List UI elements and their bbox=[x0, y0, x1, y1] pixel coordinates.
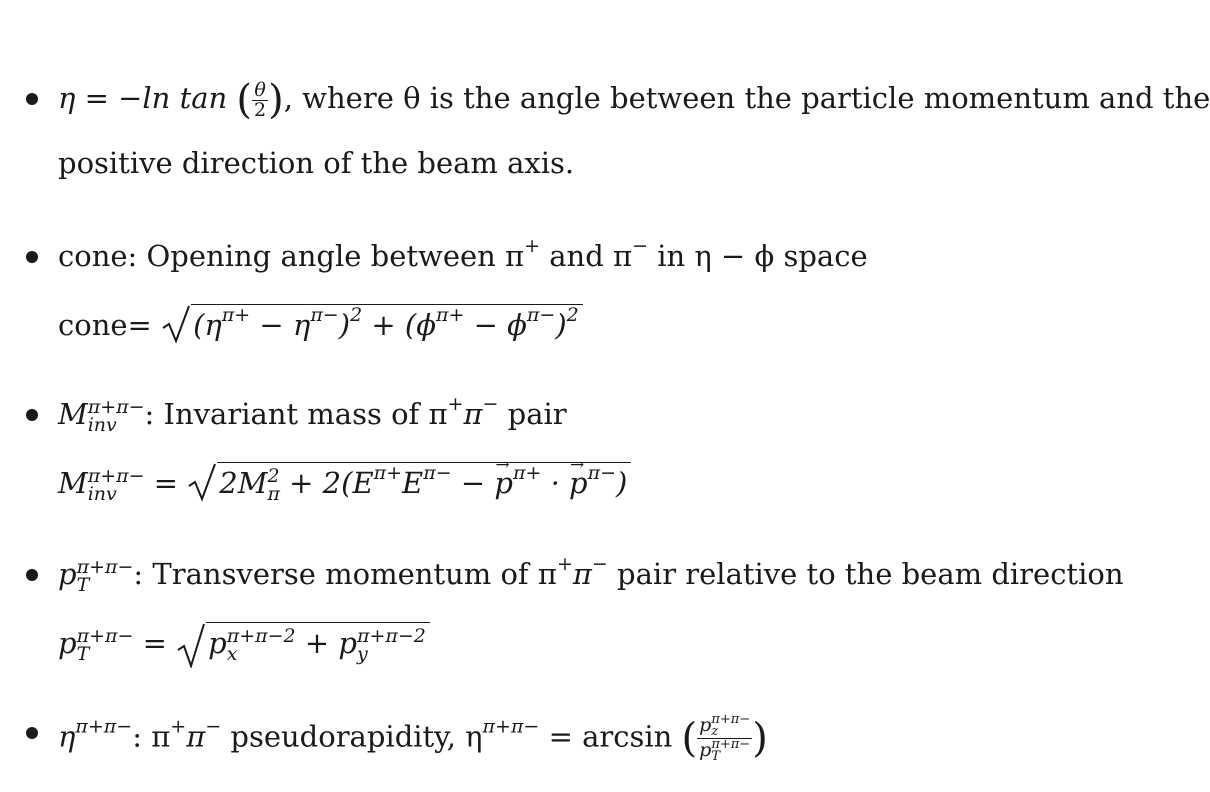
mass-term: 2M bbox=[219, 466, 268, 500]
left-paren: ( bbox=[236, 77, 253, 123]
mass-sup: π+π− bbox=[87, 396, 145, 418]
py-sub: y bbox=[356, 643, 368, 665]
pi-minus-sup: − bbox=[632, 235, 648, 257]
pi-plus-sup: + bbox=[556, 553, 573, 575]
momentum-vector: → p bbox=[569, 465, 588, 501]
pt-supsub bbox=[77, 558, 134, 594]
pz-sup: π+π− bbox=[711, 712, 751, 727]
pt-rest: pair relative to the beam direction bbox=[607, 557, 1124, 591]
invariant-mass-line2 bbox=[58, 462, 631, 503]
mass-sqrt bbox=[187, 462, 631, 503]
eta-formula-lhs: η = −ln tan bbox=[58, 81, 237, 115]
arcsin-label: = arcsin bbox=[539, 719, 682, 754]
pt-symbol: p bbox=[58, 557, 77, 591]
right-paren: ) bbox=[268, 77, 284, 123]
left-paren: ( bbox=[681, 715, 698, 762]
cone-term: − ϕ bbox=[464, 308, 527, 342]
momentum-sup: π− bbox=[587, 462, 617, 484]
px-sup: π+π−2 bbox=[226, 625, 296, 647]
eta-symbol: η bbox=[58, 719, 76, 754]
energy-sup: π+ bbox=[373, 462, 403, 484]
cone-sup: π− bbox=[526, 304, 556, 326]
px-sub: x bbox=[226, 643, 238, 665]
mass-term: + 2(E bbox=[279, 466, 374, 500]
pt-sub: T bbox=[76, 643, 90, 665]
pi-plus-sup: + bbox=[447, 393, 464, 415]
pi-minus-sup: − bbox=[205, 715, 222, 738]
pz-symbol: p bbox=[699, 714, 712, 736]
equals-sign: = bbox=[133, 626, 177, 660]
cone-term: − η bbox=[250, 308, 311, 342]
sqrt-icon bbox=[161, 304, 191, 344]
momentum-sup: π+ bbox=[512, 462, 542, 484]
right-paren: ) bbox=[752, 715, 768, 762]
pt-sub: T bbox=[711, 749, 720, 764]
pt-sup: π+π− bbox=[76, 556, 134, 578]
momentum-vector: → p bbox=[494, 465, 513, 501]
mass-sub: inv bbox=[87, 414, 117, 436]
py-sup: π+π−2 bbox=[356, 625, 426, 647]
px-supsub bbox=[227, 627, 296, 663]
cone-and: and π bbox=[540, 239, 633, 273]
mass-sub: inv bbox=[87, 483, 117, 505]
pt-symbol: p bbox=[699, 739, 712, 761]
cone-line2 bbox=[58, 304, 583, 343]
equals-sign: = bbox=[144, 466, 188, 500]
cone-term: ) bbox=[555, 308, 567, 342]
pi-plus-sup: + bbox=[524, 235, 541, 257]
cone-rest: in η − ϕ space bbox=[648, 239, 868, 273]
cone-lhs: cone= bbox=[58, 308, 162, 342]
pseudorapidity-item bbox=[26, 714, 1196, 774]
theta-over-two-fraction bbox=[252, 78, 268, 121]
fraction-denominator bbox=[697, 739, 752, 763]
mass-term: − bbox=[451, 466, 495, 500]
pt-symbol: p bbox=[58, 626, 77, 660]
bullet-icon bbox=[26, 409, 38, 421]
py-term: p bbox=[338, 626, 357, 660]
mass-rest: pair bbox=[498, 397, 567, 431]
eta-definition-text: , where θ is the angle between the particle momentum and the bbox=[283, 81, 1210, 115]
invariant-mass-item bbox=[26, 393, 1196, 506]
transverse-momentum-line2 bbox=[58, 622, 430, 663]
pi-symbol: π bbox=[463, 397, 483, 431]
cone-term: ) bbox=[338, 308, 351, 342]
bullet-icon bbox=[26, 727, 38, 739]
pseudorapidity-text: pseudorapidity, η bbox=[221, 719, 483, 754]
pseudorapidity-line1 bbox=[58, 714, 768, 763]
cone-pow: 2 bbox=[350, 304, 363, 326]
pt-sqrt bbox=[176, 622, 430, 663]
dot-product: · bbox=[541, 466, 570, 500]
bullet-icon bbox=[26, 251, 38, 263]
transverse-momentum-line1 bbox=[58, 553, 1124, 596]
cone-radicand bbox=[191, 304, 583, 343]
mass-supsub bbox=[267, 467, 280, 503]
mass-symbol: M bbox=[58, 466, 88, 500]
pi-symbol: π bbox=[186, 719, 206, 754]
pi-minus-sup: − bbox=[482, 393, 499, 415]
pt-sub: T bbox=[76, 574, 90, 596]
pi-plus-sup: + bbox=[170, 715, 187, 738]
pt-sup: π+π− bbox=[76, 625, 134, 647]
mass-term: E bbox=[402, 466, 424, 500]
px-term: p bbox=[208, 626, 227, 660]
mass-supsub bbox=[88, 467, 145, 503]
pz-over-pt-fraction bbox=[697, 714, 752, 763]
eta-definition-item bbox=[26, 77, 1210, 190]
cone-term: + (ϕ bbox=[362, 308, 436, 342]
mass-text: : Invariant mass of π bbox=[144, 397, 448, 431]
mass-term: ) bbox=[616, 466, 628, 500]
sqrt-icon bbox=[187, 462, 217, 502]
bullet-icon bbox=[26, 569, 38, 581]
eta-sup: π+π− bbox=[75, 715, 133, 738]
mass-sub: π bbox=[267, 483, 280, 505]
eta-definition-text-cont: positive direction of the beam axis. bbox=[58, 146, 575, 180]
pi-minus-sup: − bbox=[591, 553, 608, 575]
cone-term: (η bbox=[193, 308, 222, 342]
py-supsub bbox=[357, 627, 426, 663]
pt-sup: π+π− bbox=[711, 737, 751, 752]
cone-sup: π+ bbox=[221, 304, 251, 326]
pz-sub: z bbox=[711, 724, 719, 739]
eta-colon: : π bbox=[132, 719, 171, 754]
mass-supsub bbox=[88, 398, 145, 434]
pt-supsub bbox=[77, 627, 134, 663]
mass-sup: π+π− bbox=[87, 465, 145, 487]
cone-line1 bbox=[58, 235, 868, 274]
pi-symbol: π bbox=[572, 557, 592, 591]
cone-sqrt bbox=[161, 304, 583, 343]
fraction-denominator: 2 bbox=[254, 98, 267, 121]
pt-radicand bbox=[206, 622, 430, 663]
eta-definition-line1 bbox=[58, 77, 1210, 123]
fraction-numerator: θ bbox=[252, 81, 268, 101]
plus-sign: + bbox=[295, 626, 339, 660]
cone-label: cone: Opening angle between π bbox=[58, 239, 525, 273]
mass-pow: 2 bbox=[267, 465, 280, 487]
cone-sup: π+ bbox=[435, 304, 465, 326]
eta-definition-line2 bbox=[58, 145, 574, 181]
invariant-mass-line1 bbox=[58, 393, 567, 436]
sqrt-icon bbox=[176, 622, 206, 668]
pt-text: : Transverse momentum of π bbox=[133, 557, 557, 591]
pz-supsub bbox=[711, 714, 750, 738]
pt-supsub bbox=[711, 739, 750, 763]
transverse-momentum-item bbox=[26, 553, 1196, 666]
eta-sup: π+π− bbox=[482, 715, 540, 738]
cone-sup: π− bbox=[310, 304, 339, 326]
cone-pow: 2 bbox=[566, 304, 579, 326]
mass-symbol: M bbox=[58, 397, 88, 431]
mass-radicand bbox=[217, 462, 631, 503]
energy-sup: π− bbox=[423, 462, 452, 484]
cone-item bbox=[26, 235, 1196, 348]
fraction-numerator bbox=[697, 714, 752, 739]
bullet-icon bbox=[26, 93, 38, 105]
